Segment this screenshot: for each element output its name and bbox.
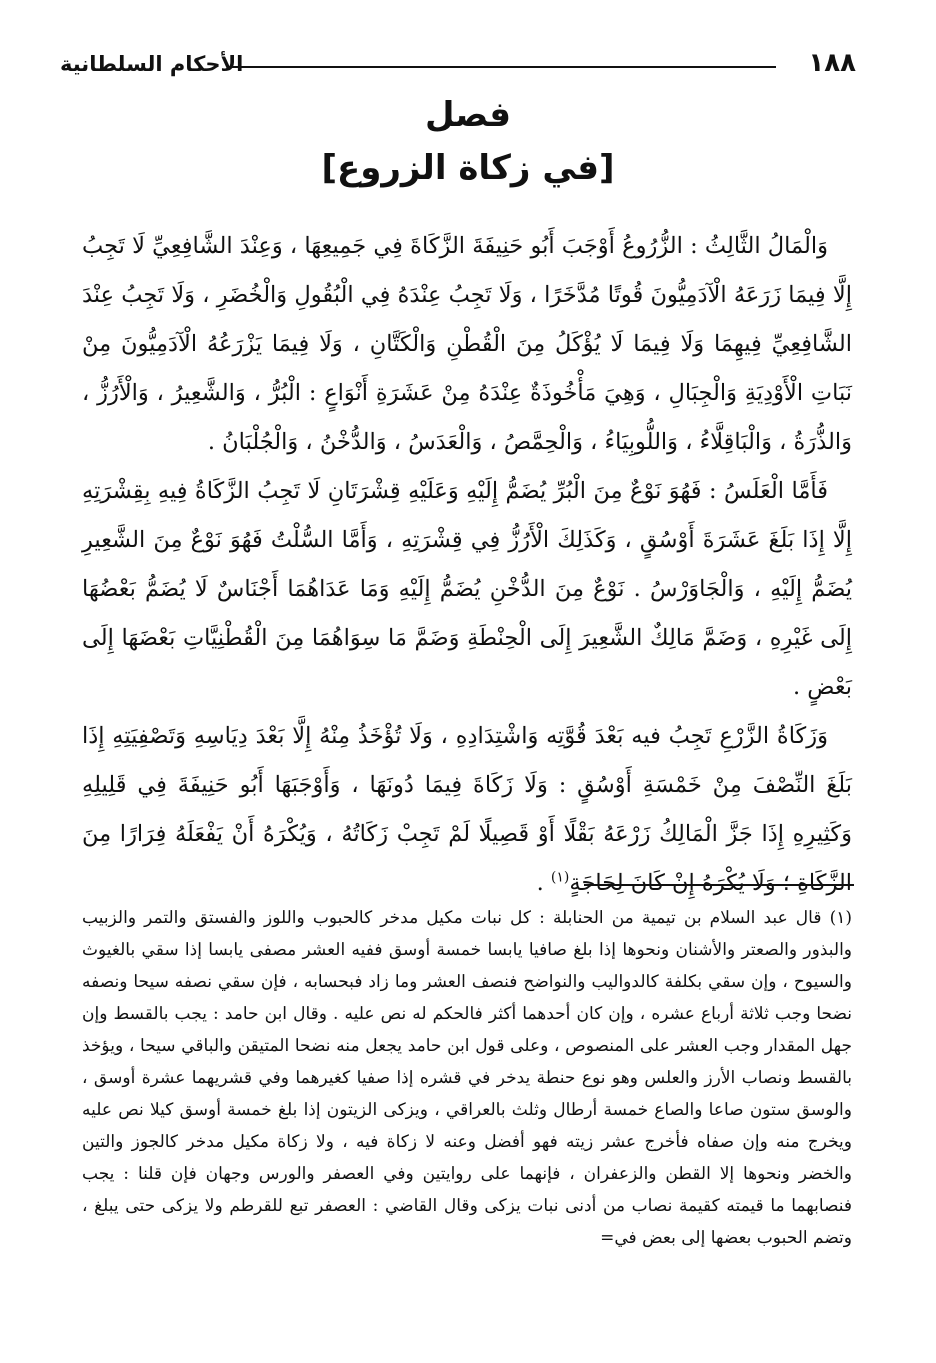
footnote-text: (١) قال عبد السلام بن تيمية من الحنابلة : كل نبات مكيل مدخر كالحبوب واللوز والفستق والتمر والزبيب والبذور والصعتر والأشنان ونحوها إذا بلغ صافيا يابسا خمسة أوسق ففيه العشر مصفى يابسا إذا سقي بالغيوث والسيوح ، وإن سقي بكلفة كالدواليب والنواضح فنصف العشر وما زاد فبحسابه ، فإن سقي نصفه سيحا ونصفه نضحا وجب ثلاثة أرباع عشره ، وإن كان أحدهما أكثر فالحكم له نص عليه . وقال ابن حامد : يجب بالقسط وإن جهل المقدار وجب العشر على المنصوص ، وعلى قول ابن حامد يجعل منه نضحا المتيقن والباقي سيحا ، ويؤخذ بالقسط ونصاب الأرز والعلس وهو نوع حنطة يدخر في قشره إذا صفيا كغيرهما وفي قشريهما عشرة أوسق ، والوسق ستون صاعا والصاع خمسة أرطال وثلث بالعراقي ، ويزكى الزيتون إذا بلغ خمسة أوسق كيلا نص عليه ويخرج منه وإن صفاه فأخرج عشر زيته فهو أفضل وعنه لا زكاة فيه ، ولا زكاة مكيل مدخر كالجوز والتين والخضر ونحوها إلا القطن والزعفران ، فإنهما على روايتين وفي العصفر والورس وجهان فإن قلنا : يجب فنصابهما ما قيمته كقيمة نصاب من أدنى نبات يزكى وقال القاضي : العصفر تبع للقرطم ولا يزكى حتى يبلغ ، وتضم الحبوب بعضها إلى بعض في= (82, 908, 852, 1248)
section-subtitle: [في زكاة الزروع] (321, 148, 615, 188)
paragraph: فَأَمَّا الْعَلَسُ : فَهُوَ نَوْعٌ مِنَ الْبُرِّ يُضَمُّ إِلَيْهِ وَعَلَيْهِ قِشْرَتَانِ لَا تَجِبُ الزَّكَاةُ فِيهِ بِقِشْرَتِهِ إِلَّا إِذَا بَلَغَ عَشَرَةَ أَوْسُقٍ ، وَكَذَلِكَ الْأَرُزُّ فِي قِشْرَتِهِ ، وَأَمَّا السُّلْتُ فَهُوَ نَوْعٌ مِنَ الشَّعِيرِ يُضَمُّ إِلَيْهِ ، وَالْجَاوَرْسُ . نَوْعٌ مِنَ الدُّخْنِ يُضَمُّ إِلَيْهِ وَمَا عَدَاهُمَا أَجْنَاسٌ لَا يُضَمُّ بَعْضُهَا إِلَى غَيْرِهِ ، وَضَمَّ مَالِكٌ الشَّعِيرَ إِلَى الْحِنْطَةِ وَضَمَّ مَا سِوَاهُمَا مِنَ الْقُطْنِيَّاتِ بَعْضَهَا إِلَى بَعْضٍ . (82, 478, 852, 700)
footnote-separator (584, 884, 854, 886)
header-rule (232, 66, 776, 68)
running-book-title: الأحكام السلطانية (60, 52, 244, 76)
paragraph-end: . (536, 870, 544, 896)
section-title: فصل (424, 95, 512, 135)
main-text (82, 222, 852, 908)
paragraph: وَالْمَالُ الثَّالِثُ : الزُّرُوعُ أَوْجَبَ أَبُو حَنِيفَةَ الزَّكَاةَ فِي جَمِيعِهَا ، وَعِنْدَ الشَّافِعِيِّ لَا تَجِبُ إِلَّا فِيمَا زَرَعَهُ الْآدَمِيُّونَ قُوتًا مُدَّخَرًا ، وَلَا تَجِبُ عِنْدَهُ فِي الْبُقُولِ وَالْخُضَرِ ، وَلَا تَجِبُ عِنْدَ الشَّافِعِيِّ فِيهِمَا وَلَا فِيمَا لَا يُؤْكَلُ مِنَ الْقُطْنِ وَالْكَتَّانِ ، وَلَا فِيمَا يَزْرَعُهُ الْآدَمِيُّونَ مِنْ نَبَاتِ الْأَوْدِيَةِ وَالْجِبَالِ ، وَهِيَ مَأْخُوذَةٌ عِنْدَهُ مِنْ عَشَرَةِ أَنْوَاعٍ : الْبُرُّ ، وَالشَّعِيرُ ، وَالْأَرُزُّ ، وَالذُّرَةُ ، وَالْبَاقِلَّاءُ ، وَاللُّوبِيَاءُ ، وَالْحِمَّصُ ، وَالْعَدَسُ ، وَالدُّخْنُ ، وَالْجُلْبَانُ . (82, 233, 852, 455)
footnote (82, 902, 852, 1254)
footnote-marker[interactable]: (١) (550, 869, 570, 886)
paragraph-last (82, 712, 852, 908)
paragraph-text: وَزَكَاةُ الزَّرْعِ تَجِبُ فيه بَعْدَ قُوَّتِه وَاشْتِدَادِهِ ، وَلَا تُؤْخَذُ مِنْهُ إِلَّا بَعْدَ دِيَاسِهِ وَتَصْفِيَتِهِ إِذَا بَلَغَ النِّصْفَ مِنْ خَمْسَةِ أَوْسُقٍ : وَلَا زَكَاةَ فِيمَا دُونَهَا ، وَأَوْجَبَهَا أَبُو حَنِيفَةَ فِي قَلِيلِهِ وَكَثِيرِهِ إِذَا جَزَّ الْمَالِكُ زَرْعَهُ بَقْلًا أَوْ قَصِيلًا لَمْ تَجِبْ زَكَاتُهُ ، وَيُكْرَهُ أَنْ يَفْعَلَهُ فِرَارًا مِنَ الزَّكَاةِ ؛ وَلَا يُكْرَهُ إِنْ كَانَ لِحَاجَةٍ (82, 723, 852, 896)
page-number: ١٨٨ (808, 48, 856, 78)
page-header (60, 48, 856, 88)
